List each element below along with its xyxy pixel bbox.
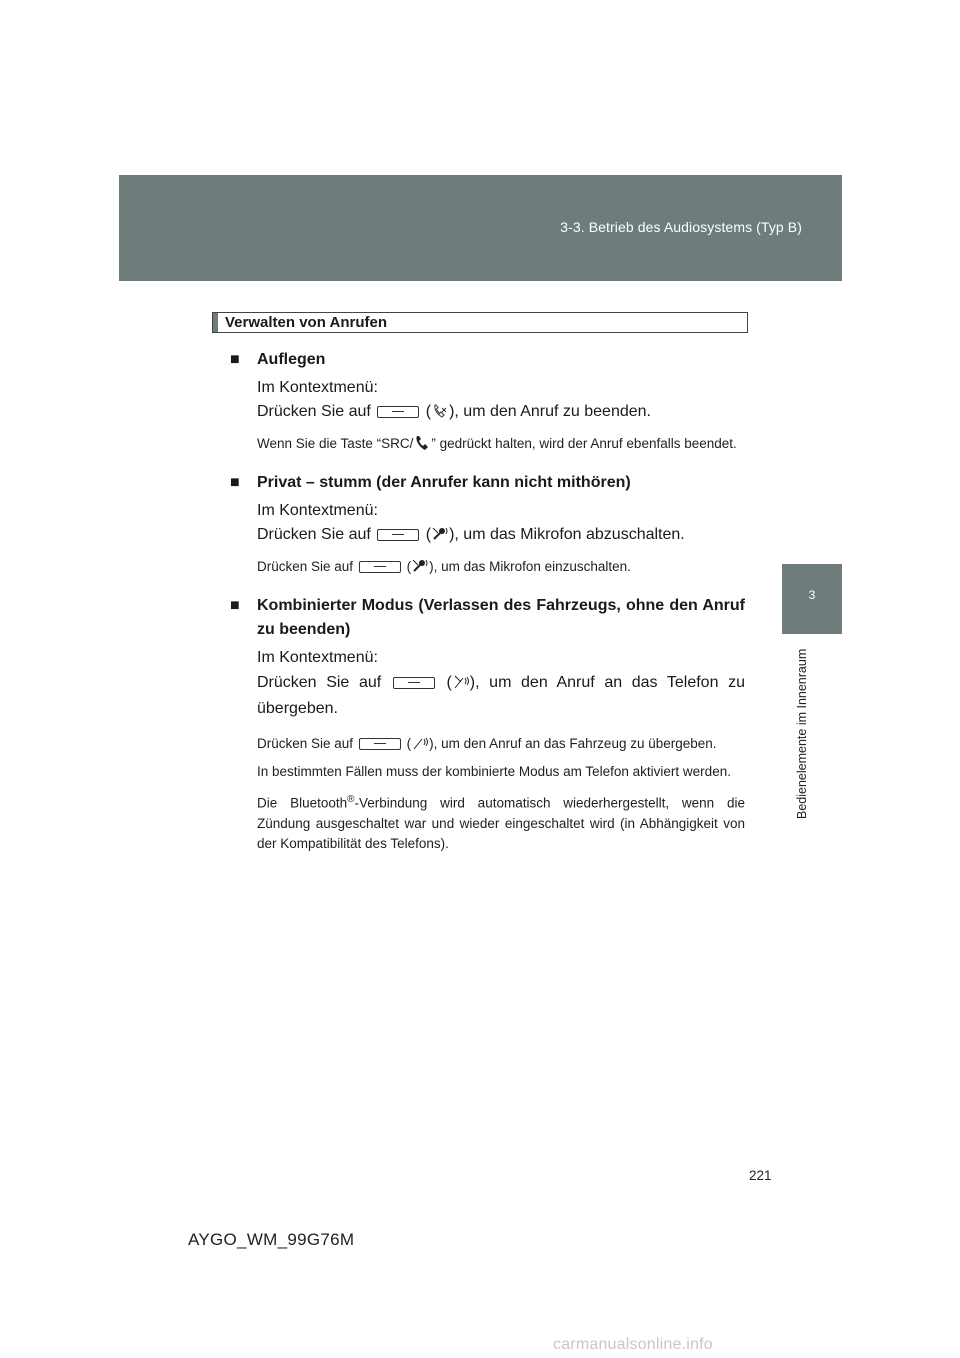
soft-key-icon — [359, 738, 401, 750]
note-bluetooth: Die Bluetooth®-Verbindung wird automatisch wiederhergestellt, wenn die Zündung ausgeschaltet war und wieder eingeschaltet wird (in Abhängigkeit von der Kompatibilität des Telefons). — [257, 794, 745, 851]
registered-mark: ® — [347, 794, 355, 805]
section-title: Verwalten von Anrufen — [225, 314, 387, 331]
soft-key-icon — [359, 561, 401, 573]
subheading-kombiniert: ■ Kombinierter Modus (Verlassen des Fahrzeugs, ohne den Anruf zu beenden) — [230, 594, 745, 642]
content — [230, 348, 745, 854]
document-code: AYGO_WM_99G76M — [188, 1230, 355, 1249]
note-transfer-vehicle: Drücken Sie auf ( ), um den Anruf an das Fahrzeug zu übergeben. — [257, 736, 717, 751]
context-line: Im Kontextmenü: — [257, 502, 378, 519]
note-hangup: Wenn Sie die Taste “SRC/ ” gedrückt halten, wird der Anruf ebenfalls beendet. — [257, 436, 737, 451]
instruction-transfer-phone: Drücken Sie auf ( ), um den Anruf an das Telefon zu übergeben. — [257, 674, 745, 717]
subheading-privat: ■ Privat – stumm (der Anrufer kann nicht mithören) — [230, 471, 745, 495]
note-unmute: Drücken Sie auf ( ), um das Mikrofon einzuschalten. — [257, 559, 631, 574]
section-heading-bar — [213, 313, 218, 332]
instruction-hangup: Drücken Sie auf ( ), um den Anruf zu beenden. — [257, 403, 651, 420]
chapter-label — [795, 649, 817, 839]
context-line: Im Kontextmenü: — [257, 379, 378, 396]
microphone-unmute-icon — [411, 557, 429, 575]
bullet-square: ■ — [230, 351, 240, 368]
context-line: Im Kontextmenü: — [257, 649, 378, 666]
soft-key-icon — [377, 529, 419, 541]
soft-key-icon — [393, 677, 435, 689]
microphone-mute-icon — [431, 525, 449, 543]
soft-key-icon — [377, 406, 419, 418]
chapter-tab — [782, 564, 842, 634]
transfer-to-vehicle-icon — [411, 734, 429, 752]
instruction-mute: Drücken Sie auf ( ), um das Mikrofon abzuschalten. — [257, 526, 685, 543]
breadcrumb: 3-3. Betrieb des Audiosystems (Typ B) — [560, 219, 802, 235]
note-combined-mode: In bestimmten Fällen muss der kombinierte Modus am Telefon aktiviert werden. — [257, 764, 731, 779]
subheading-auflegen: ■ Auflegen — [230, 348, 745, 372]
bullet-square: ■ — [230, 474, 240, 491]
header-band — [119, 175, 842, 281]
watermark: carmanualsonline.info — [553, 1336, 713, 1353]
page-number: 221 — [749, 1168, 772, 1183]
chapter-label-text: Bedienelemente im Innenraum — [795, 649, 809, 820]
bullet-square: ■ — [230, 597, 240, 614]
chapter-number: 3 — [808, 588, 816, 602]
transfer-to-phone-icon — [452, 673, 470, 691]
phone-icon — [413, 434, 431, 452]
hang-up-icon — [431, 402, 449, 420]
section-heading — [212, 312, 748, 333]
